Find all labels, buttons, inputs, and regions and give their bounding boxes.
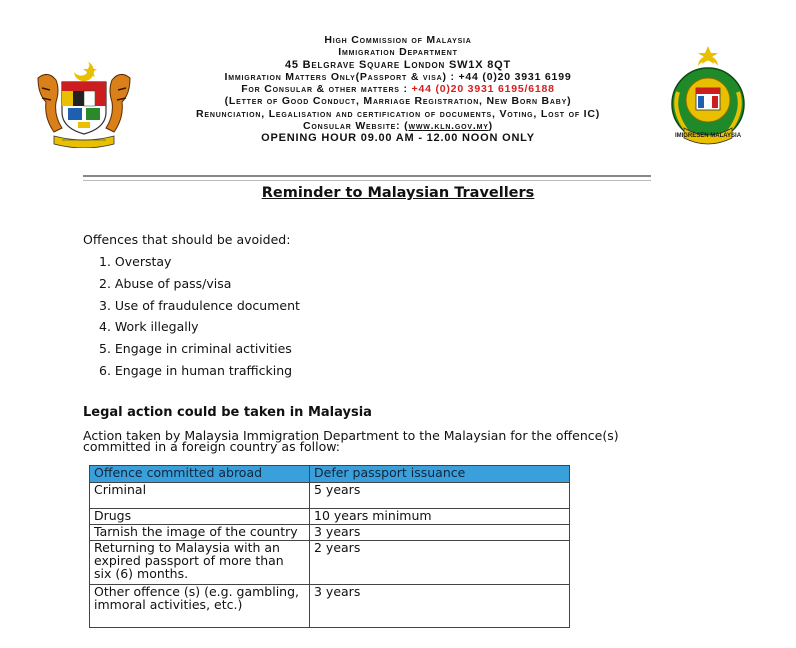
letterhead-department: Immigration Department xyxy=(338,46,458,59)
letterhead-services-1: (Letter of Good Conduct, Marriage Registration, New Born Baby) xyxy=(224,95,572,108)
consular-phone: +44 (0)20 3931 6195/6188 xyxy=(411,83,555,96)
letterhead-opening-hours: OPENING HOUR 09.00 AM - 12.00 NOON ONLY xyxy=(261,132,535,145)
cell-offence: Returning to Malaysia with an expired passport of more than six (6) months. xyxy=(90,541,310,585)
list-item: 6. Engage in human trafficking xyxy=(99,362,293,378)
table-header-row xyxy=(90,466,570,483)
letterhead xyxy=(0,34,796,145)
table-row xyxy=(90,483,570,509)
offences-intro: Offences that should be avoided: xyxy=(83,232,291,247)
cell-defer: 10 years minimum xyxy=(310,509,570,525)
cell-defer: 3 years xyxy=(310,525,570,541)
list-item: 1. Overstay xyxy=(99,254,172,269)
penalty-table xyxy=(89,465,570,628)
list-item: 2. Abuse of pass/visa xyxy=(99,275,232,291)
letterhead-commission: High Commission of Malaysia xyxy=(324,34,472,46)
cell-offence: Criminal xyxy=(90,483,310,509)
cell-offence: Other offence (s) (e.g. gambling, immoral activities, etc.) xyxy=(90,585,310,628)
immigration-emblem-text: IMIGRESEN MALAYSIA xyxy=(674,133,742,139)
header-defer: Defer passport issuance xyxy=(310,466,570,483)
offences-list xyxy=(99,252,300,383)
letterhead-consular-line xyxy=(0,83,796,95)
cell-offence: Tarnish the image of the country xyxy=(90,525,310,541)
cell-defer: 2 years xyxy=(310,541,570,585)
letterhead-address: 45 Belgrave Square London SW1X 8QT xyxy=(284,58,512,71)
legal-action-description: Action taken by Malaysia Immigration Department to the Malaysian for the offence(s) committed in a foreign country as follow: xyxy=(83,428,619,454)
legal-action-heading: Legal action could be taken in Malaysia xyxy=(83,405,372,420)
header-offence: Offence committed abroad xyxy=(90,466,310,483)
cell-offence: Drugs xyxy=(90,509,310,525)
table-row xyxy=(90,509,570,525)
list-item: 4. Work illegally xyxy=(99,319,199,335)
page-title: Reminder to Malaysian Travellers xyxy=(261,185,535,201)
website-label: Consular Website: ( xyxy=(303,120,409,133)
website-link[interactable]: www.kln.gov.my xyxy=(408,120,489,133)
table-row xyxy=(90,585,570,628)
letterhead-services-2: Renunciation, Legalisation and certification of documents, Voting, Lost of IC) xyxy=(195,107,601,120)
cell-defer: 3 years xyxy=(310,585,570,628)
website-close-paren: ) xyxy=(488,120,493,133)
letterhead-immigration-phone: Immigration Matters Only(Passport & visa) : +44 (0)20 3931 6199 xyxy=(224,70,572,83)
header-divider xyxy=(83,175,651,181)
table-row xyxy=(90,525,570,541)
list-item: 5. Engage in criminal activities xyxy=(99,341,292,357)
cell-defer: 5 years xyxy=(310,483,570,509)
table-row xyxy=(90,541,570,585)
list-item: 3. Use of fraudulence document xyxy=(99,297,300,313)
consular-label: For Consular & other matters : xyxy=(241,83,412,96)
letterhead-website-line xyxy=(0,120,796,132)
